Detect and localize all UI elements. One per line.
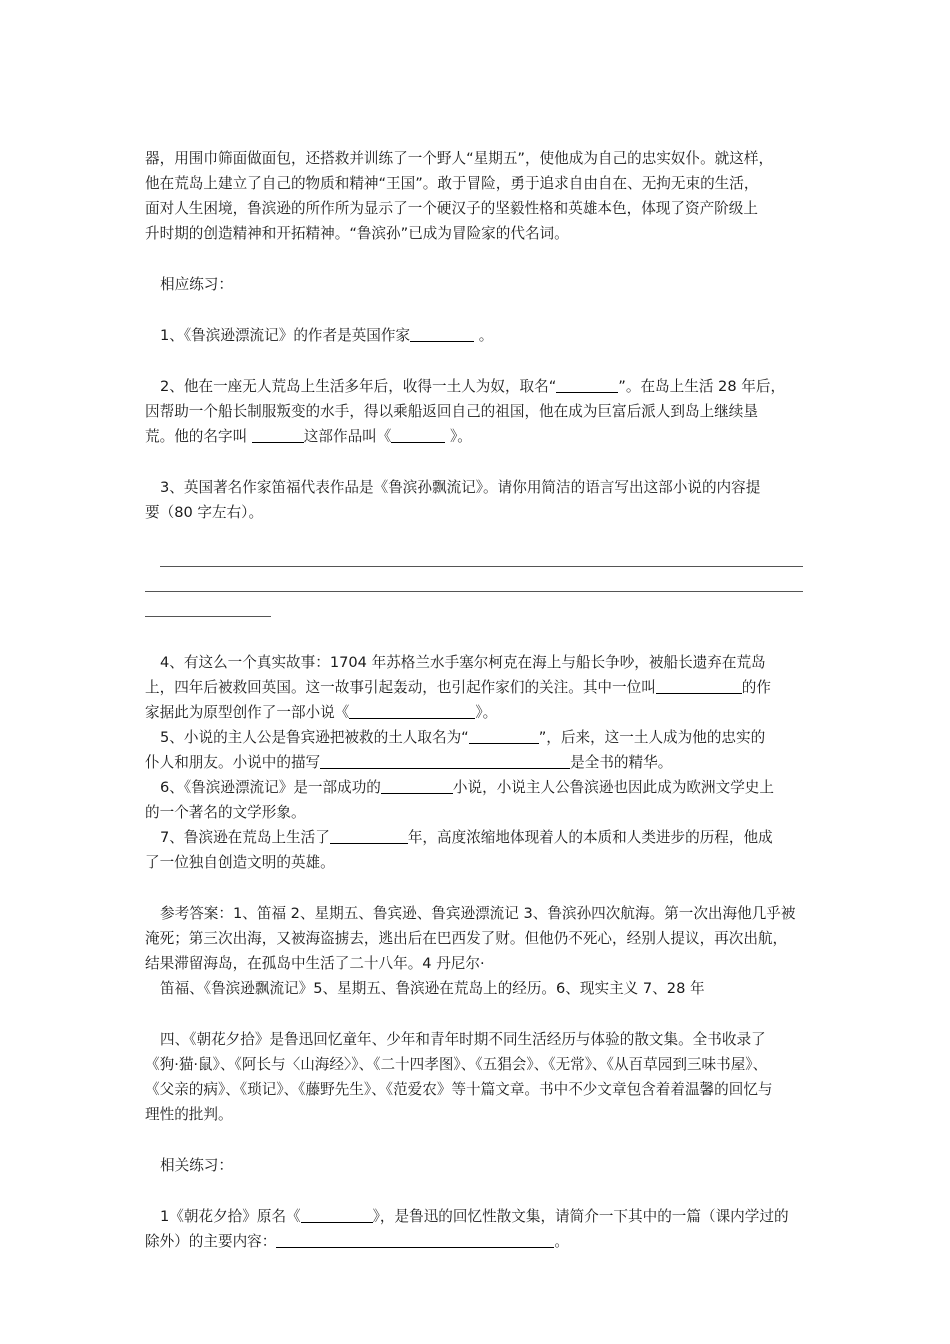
reference-answers: 参考答案：1、笛福 2、星期五、鲁宾逊、鲁宾逊漂流记 3、鲁滨孙四次航海。第一次出海他几乎被: [160, 905, 796, 922]
question-4: 4、有这么一个真实故事：1704 年苏格兰水手塞尔柯克在海上与船长争吵，被船长遗弃在荒岛: [160, 654, 766, 671]
answer-blank[interactable]: [656, 679, 742, 694]
section-four-line: 《父亲的病》、《琐记》、《藤野先生》、《范爱农》等十篇文章。书中不少文章包含着着温馨的回忆与: [145, 1081, 773, 1098]
question-7: 7、鲁滨逊在荒岛上生活了 年，高度浓缩地体现着人的本质和人类进步的历程，他成: [160, 829, 773, 846]
question-4-line: 上，四年后被救回英国。这一故事引起轰动，也引起作家们的关注。其中一位叫 的作: [145, 679, 771, 696]
answer-blank[interactable]: [410, 327, 474, 342]
answer-blank[interactable]: [349, 704, 475, 719]
intro-line: 他在荒岛上建立了自己的物质和精神“王国”。敢于冒险，勇于追求自由自在、无拘无束的生活，: [145, 175, 759, 192]
question-zhaohua-line: 除外）的主要内容： 。: [145, 1233, 569, 1250]
answer-blank[interactable]: [276, 1233, 554, 1248]
exercise-heading: 相应练习：: [160, 276, 233, 293]
question-2: 2、他在一座无人荒岛上生活多年后，收得一土人为奴，取名“ ”。在岛上生活 28 年后，: [160, 378, 786, 395]
question-2-line: 荒。他的名字叫 这部作品叫《 》。: [145, 428, 472, 445]
section-four-line: 《狗·猫·鼠》、《阿长与〈山海经〉》、《二十四孝图》、《五猖会》、《无常》、《从百草园到三味书屋》、: [145, 1056, 768, 1073]
answer-blank[interactable]: [252, 428, 304, 443]
intro-line: 面对人生困境，鲁滨逊的所作所为显示了一个硬汉子的坚毅性格和英雄本色，体现了资产阶级上: [145, 200, 758, 217]
answer-blank[interactable]: [391, 428, 445, 443]
question-6: 6、《鲁滨逊漂流记》是一部成功的 小说，小说主人公鲁滨逊也因此成为欧洲文学史上: [160, 779, 774, 796]
reference-answers-line: 笛福、《鲁滨逊飘流记》5、星期五、鲁滨逊在荒岛上的经历。6、现实主义 7、28 年: [160, 980, 705, 997]
question-5: 5、小说的主人公是鲁宾逊把被救的土人取名为“ ”，后来，这一土人成为他的忠实的: [160, 729, 766, 746]
question-5-line: 仆人和朋友。小说中的描写 是全书的精华。: [145, 754, 673, 771]
answer-blank[interactable]: [381, 779, 453, 794]
exercise-heading: 相关练习：: [160, 1157, 233, 1174]
reference-answers-line: 结果滞留海岛，在孤岛中生活了二十八年。4 丹尼尔·: [145, 955, 485, 972]
question-7-line: 了一位独自创造文明的英雄。: [145, 854, 335, 871]
question-4-line: 家据此为原型创作了一部小说《 》。: [145, 704, 498, 721]
answer-blank[interactable]: [301, 1208, 373, 1223]
reference-answers-line: 淹死；第三次出海，又被海盗掳去，逃出后在巴西发了财。但他仍不死心，经别人提议，再次出航，: [145, 930, 788, 947]
question-zhaohua: 1《朝花夕拾》原名《 》，是鲁迅的回忆性散文集，请简介一下其中的一篇（课内学过的: [160, 1208, 789, 1225]
section-four: 四、《朝花夕拾》是鲁迅回忆童年、少年和青年时期不同生活经历与体验的散文集。全书收录了: [160, 1031, 766, 1048]
section-four-line: 理性的批判。: [145, 1106, 233, 1123]
question-3-line: 要（80 字左右）。: [145, 504, 264, 521]
question-6-line: 的一个著名的文学形象。: [145, 804, 306, 821]
intro-line: 升时期的创造精神和开拓精神。“鲁滨孙”已成为冒险家的代名词。: [145, 225, 569, 242]
answer-blank[interactable]: [320, 754, 570, 769]
document-page: [145, 146, 810, 1254]
intro-line: 器，用围巾筛面做面包，还搭救并训练了一个野人“星期五”，使他成为自己的忠实奴仆。就这样，: [145, 150, 774, 167]
question-1: 1、《鲁滨逊漂流记》的作者是英国作家 。: [160, 327, 494, 344]
answer-blank[interactable]: [556, 378, 618, 393]
question-3: 3、英国著名作家笛福代表作品是《鲁滨孙飘流记》。请你用简洁的语言写出这部小说的内容提: [160, 479, 761, 496]
question-2-line: 因帮助一个船长制服叛变的水手，得以乘船返回自己的祖国，他在成为巨富后派人到岛上继续垦: [145, 403, 758, 420]
answer-blank[interactable]: [330, 829, 408, 844]
answer-blank[interactable]: [469, 729, 539, 744]
